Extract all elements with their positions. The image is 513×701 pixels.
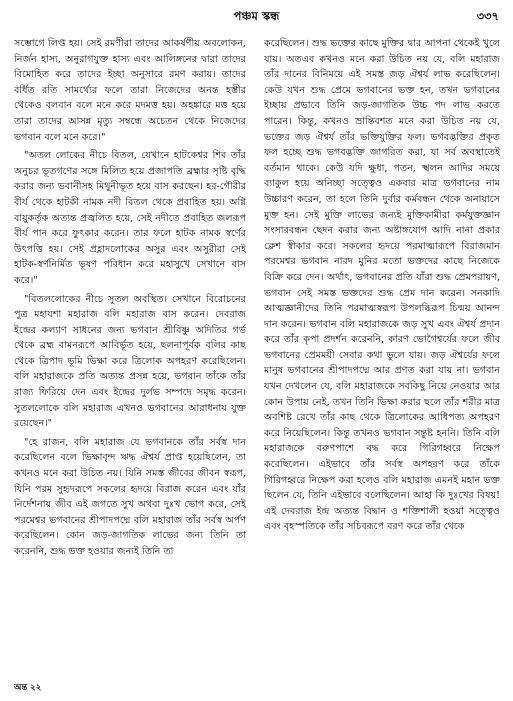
- body-paragraph: সম্ভোগে লিপ্ত হয়। সেই রমণীরা তাদের আকর্ষণীয় অবলোকন, নির্জন হাস্য, অনুরাগযুক্ত হাস্য এবং আলিঙ্গনের দ্বারা তাদের বিমোহিত করে তাদের ইচ্ছা অনুসারে রমণ করায়। তাদের বর্ধিত রতি সামর্থ্যের ফলে তারা নিজেদের অনন্ত হস্তীর থেকেও বলবান বলে মনে করে মদমত্ত হয়। অহঙ্কারে মত্ত হয়ে তারা তাদের আসন্ন মৃত্যু সম্বন্ধে অচেতন থেকে নিজেদের ভগবান বলে মনে করে।": [14, 38, 246, 143]
- quoted-paragraph: "বিতললোকের নীচে সুতল অবস্থিত। সেখানে বিরোচনের পুত্র মহাযশা মহারাজ বলি মহারাজ বাস করেন। দেবরাজ ইন্দ্রের কল্যাণ সাধনের জন্য ভগবান শ্রীবিষ্ণু অদিতির গর্ভ থেকে ব্রহ্ম বামনরূপে আবির্ভূত হয়ে, ছলনাপূর্বক বলির কাছ থেকে ত্রিপাদ ভূমি ভিক্ষা করে ত্রিলোক অপহরণ করেছিলেন। বলি মহারাজকে প্রতি অত্যন্ত প্রসন্ন হয়ে, ভগবান তাঁকে তাঁর রাজ্য ফিরিয়ে দেন এবং ইন্দ্রের দুর্লভ সম্পদে সমৃদ্ধ করেন। সুতললোকে বলি মহারাজ এখনও ভগবানের আরাধনায় যুক্ত রয়েছেন।": [14, 293, 246, 430]
- body-paragraph: করেছিলেন। শুদ্ধ ভক্তের কাছে মুক্তির দ্বার আপনা থেকেই খুলে যায়। অতএব কখনও মনে করা উচিত নয় যে, বলি মহারাজ তাঁর দানের বিনিময়ে এই সমস্ত জড় ঐশ্বর্য লাভ করেছিলেন। কেউ যখন শুদ্ধ প্রেমে ভগবানের ভক্ত হন, তখন ভগবানের ইচ্ছায় প্রভাবে তিনি জড়-জাগতিক উচ্চ পদ লাভ করতে পারেন। কিন্তু, কখনও ভ্রান্তিবশত মনে করা উচিত নয় যে, ভক্তের জড় ঐশ্বর্য তাঁর ভক্তিযুক্তির ফল। ভগবদ্ভক্তির প্রকৃত ফল হচ্ছে শুদ্ধ ভগবদ্ভক্তি জাগরিত করা, যা সর্ব অবস্থাতেই বর্তমান থাকে। কেউ যদি ক্ষুধা, পতন, স্খলন আদির সময়ে ব্যাকুল হয়ে অনিচ্ছা সত্ত্বেও একবার মাত্র ভগবানের নাম উচ্চারণ করেন, তা হলে তিনি দুর্বার কর্মবন্ধন থেকে অনায়াসে মুক্ত হন। সেই মুক্তি লাভের জন্যই মুক্তিকামীরা কর্মযুক্তজ্ঞান সংসারবন্ধন ছেদন করার জন্য অষ্টাঙ্গযোগ আদি নানা প্রকার ক্লেশ স্বীকার করে। সকলের হৃদয়ে পরমাত্মারূপে বিরাজমান পরমেশ্বর ভগবান নারদ মুনির মতো ভক্তদের কাছে নিজেকে বিক্রি করে দেন। অর্থাৎ, ভগবানের প্রতি যাঁরা শুদ্ধ প্রেমপরায়ণ, ভগবান সেই সমস্ত ভক্তদের শুদ্ধ প্রেম দান করেন। সনকাদি আত্মজ্ঞানীদের তিনি পরমাত্মস্বরূপ উপলব্ধিরূপ চিন্ময় আনন্দ দান করেন। ভগবান বলি মহারাজকে জড় সুখ এবং ঐশ্বর্য প্রদান করে তাঁর কৃপা প্রদর্শন করেননি, কারণ ভোগৈশ্বর্যের ফলে জীব ভগবানের প্রেমময়ী সেবার কথা ভুলে যায়। জড় ঐশ্বর্যের ফলে মানুষ ভগবানের শ্রীপাদপদ্মে আর প্রণত করা যায় না। ভগবান যখন দেখলেন যে, বলি মহারাজকে সবকিছু নিয়ে নেওয়ার আর কোন উপায় নেই, তখন তিনি ভিক্ষা করার ছলে তাঁর শরীর মাত্র অবশিষ্ট রেখে তাঁর কাছ থেকে ত্রিলোকের আধিপত্য অপহরণ করে নিয়েছিলেন। কিন্তু তখনও ভগবান সন্তুষ্ট হননি। তিনি বলি মহারাজকে বরুণপাশে বদ্ধ করে গিরিগহ্বরে নিক্ষেপ করেছিলেন। এইভাবে তাঁর সর্বস্ব অপহরণ করে তাঁকে গিরিগহ্বরে নিক্ষেপ করা হলেও বলি মহারাজ এমনই মহান ভক্ত ছিলেন যে, তিনি এইভাবে বলেছিলেন। আহা কি দুঃখের বিষয়! এই দেবরাজ ইন্দ্র অত্যন্ত বিদ্বান ও শক্তিশালী হওয়া সত্ত্বেও এবং বৃহস্পতিকে তাঁর সচিবরূপে বরণ করে তাঁর থেকে: [264, 38, 500, 533]
- right-column: [264, 36, 500, 676]
- chapter-title: পঞ্চম স্কন্ধ: [233, 9, 280, 23]
- quoted-paragraph: "অতল লোকের নীচে বিতল, যেখানে হাটকেশ্বর শিব তাঁর অনুচর ভূতগণের সঙ্গে মিলিত হয়ে প্রজাপতি ব্রহ্মার সৃষ্টি বৃদ্ধি করার জন্য ভবানীসহ মিথুনীভূত হয়ে বাস করছেন। হর-গৌরীর বীর্য থেকে হাটকী নামক নদী বিতল থেকে প্রবাহিত হয়। অগ্নি বায়ুকর্তৃক অত্যন্ত প্রজ্বলিত হয়ে, সেই নদীতে প্রবাহিত জলরূপ বীর্য পান করে ফুৎকার করেন। তার ফলে হাটক নামক স্বর্ণের উৎপত্তি হয়। সেই প্রহ্লাদলোকের অসুর এবং অসুরীরা সেই হাটক-স্বর্ণনির্মিত ভূষণ পরিধান করে মহাসুখে সেখানে বাস করে।": [14, 150, 246, 286]
- left-column: [14, 36, 246, 676]
- page-header: [0, 8, 513, 26]
- page-footer: অন্ত ২২: [14, 683, 42, 693]
- page-number: ৩৩৭: [476, 9, 499, 23]
- quoted-paragraph: "হে রাজন, বলি মহারাজ যে ভগবানকে তাঁর সর্বস্ব দান করেছিলেন বলে ভিক্ষাবৃন্দ ঋদ্ধ ঐশ্বর্য প্রাপ্ত হয়েছিলেন, তা কখনও মনে করা উচিত নয়। যিনি সমস্ত জীবের জীবন স্বরূপ, যিনি পরম সুহৃদরূপে সকলের হৃদয়ে বিরাজ করেন এবং যাঁর নির্দেশনায় জীব এই জগতে সুখ অথবা দুঃখ ভোগ করে, সেই পরমেশ্বর ভগবানের শ্রীপাদপদ্মে বলি মহারাজ তাঁর সর্বস্ব অর্পণ করেছিলেন। কোন জড়-জাগতিক লাভের জন্য তিনি তা করেননি, শুদ্ধ ভক্ত হওয়ার জন্যই তিনি তা: [14, 436, 246, 557]
